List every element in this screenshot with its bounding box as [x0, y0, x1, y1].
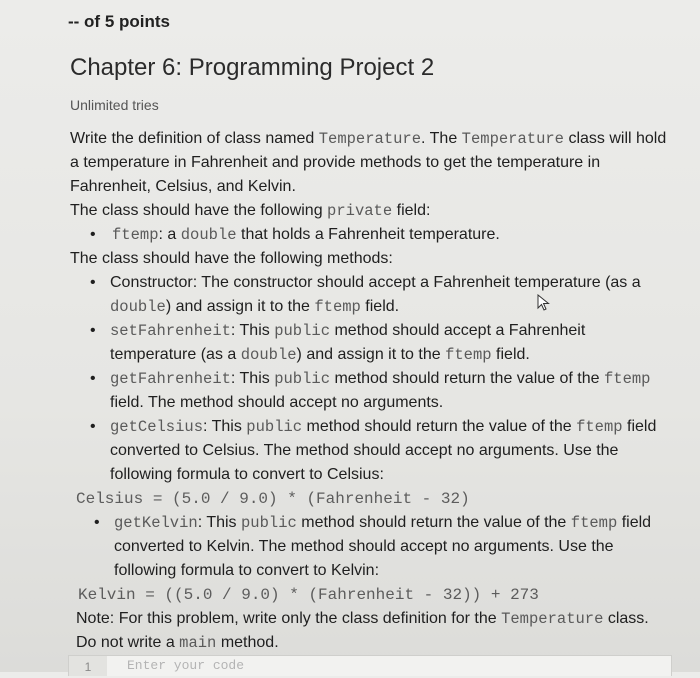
inline-code: public: [246, 418, 303, 436]
list-item: [70, 367, 670, 415]
method-text: : This: [230, 370, 275, 387]
method-name-code: getCelsius: [110, 418, 204, 436]
class-name-code: Temperature: [318, 130, 422, 148]
inline-code: public: [274, 370, 331, 388]
method-text: : This: [203, 418, 247, 435]
code-editor[interactable]: [68, 655, 672, 676]
method-text: : This: [230, 322, 275, 339]
methods-intro: The class should have the following methods:: [70, 250, 393, 267]
inline-code: public: [274, 322, 331, 340]
mouse-cursor-icon: [536, 294, 552, 312]
inline-code: public: [241, 514, 297, 532]
inline-code: ftemp: [570, 514, 618, 532]
kelvin-formula: Kelvin = ((5.0 / 9.0) * (Fahrenheit - 32)) + 273: [78, 586, 539, 604]
points-label: -- of 5 points: [68, 12, 170, 31]
field-intro-text: The class should have the following: [70, 202, 328, 219]
inline-code: ftemp: [445, 346, 492, 364]
method-text: ) and assign it to the: [165, 298, 315, 315]
private-keyword-code: private: [327, 202, 393, 220]
note-paragraph: [76, 607, 670, 655]
code-editor-placeholder: Enter your code: [127, 658, 245, 673]
method-name-code: getFahrenheit: [110, 370, 231, 388]
method-text: field converted to Kelvin. The method should accept no arguments. Use the following formula to convert to Kelvin:: [114, 514, 652, 579]
list-item: [70, 415, 670, 487]
method-text: field.: [360, 298, 400, 315]
method-text: method should accept a Fahrenheit temperature (as a: [110, 322, 586, 363]
method-text: method should return the value of the: [330, 370, 604, 387]
bullet-icon: •: [90, 322, 96, 339]
main-keyword-code: main: [179, 634, 217, 652]
method-text: method should return the value of the: [302, 418, 577, 435]
method-list: [70, 271, 670, 487]
inline-code: ftemp: [314, 298, 361, 316]
note-text: Note: For this problem, write only the class definition for the: [76, 610, 502, 627]
field-intro-text: field:: [392, 202, 431, 219]
list-item: [70, 319, 670, 367]
intro-paragraph: [70, 127, 670, 199]
list-item: [70, 511, 670, 583]
field-text: that holds a Fahrenheit temperature.: [236, 226, 500, 243]
inline-code: double: [110, 298, 166, 316]
list-item: [70, 223, 670, 247]
note-text: class. Do not write a: [76, 610, 649, 651]
intro-text: class will hold a temperature in Fahrenheit and provide methods to get the temperature in Fahrenheit, Celsius, and Kelvin.: [70, 130, 667, 195]
method-text: ) and assign it to the: [296, 346, 446, 363]
problem-description: [70, 127, 670, 655]
page-title: Chapter 6: Programming Project 2: [70, 54, 435, 81]
method-text: field. The method should accept no arguments.: [110, 394, 444, 411]
method-name-code: setFahrenheit: [110, 322, 231, 340]
method-name-code: getKelvin: [114, 514, 198, 532]
inline-code: double: [240, 346, 297, 364]
method-text: Constructor: The constructor should accept a Fahrenheit temperature (as a: [110, 274, 641, 291]
field-type-code: double: [180, 226, 237, 244]
inline-code: ftemp: [603, 370, 651, 388]
list-item: [70, 271, 670, 319]
method-text: field.: [491, 346, 530, 363]
bullet-icon: •: [90, 418, 96, 435]
method-text: field converted to Celsius. The method should accept no arguments. Use the following formula to convert to Celsius:: [110, 418, 657, 483]
field-intro: [70, 199, 670, 223]
field-text: : a: [158, 226, 181, 243]
method-text: method should return the value of the: [296, 514, 571, 531]
bullet-icon: •: [90, 274, 96, 291]
intro-text: . The: [421, 130, 462, 147]
class-name-code: Temperature: [501, 610, 604, 628]
line-number: 1: [69, 656, 107, 676]
celsius-formula: Celsius = (5.0 / 9.0) * (Fahrenheit - 32): [76, 490, 470, 508]
tries-label: Unlimited tries: [70, 97, 159, 113]
bullet-icon: •: [90, 226, 96, 243]
method-list: [70, 511, 670, 583]
class-name-code: Temperature: [461, 130, 564, 148]
bullet-icon: •: [94, 514, 100, 531]
field-list: [70, 223, 670, 247]
method-text: : This: [197, 514, 241, 531]
bullet-icon: •: [90, 370, 96, 387]
field-name-code: ftemp: [112, 226, 159, 244]
note-text: method.: [216, 634, 279, 651]
inline-code: ftemp: [576, 418, 623, 436]
intro-text: Write the definition of class named: [70, 130, 319, 147]
